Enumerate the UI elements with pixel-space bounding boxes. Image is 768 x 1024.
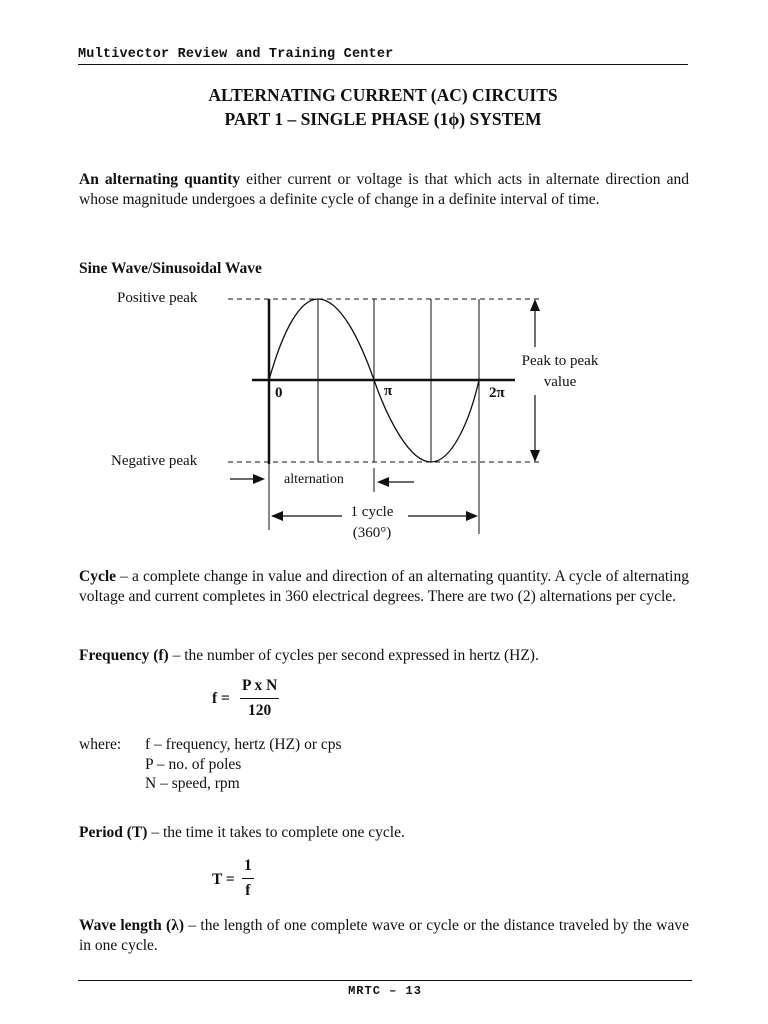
frequency-formula-lhs: f = (212, 690, 230, 707)
frequency-numerator: P x N (240, 677, 279, 699)
period-text: – the time it takes to complete one cycle. (147, 824, 405, 841)
cycle-text: – a complete change in value and direction of an alternating quantity. A cycle of alternating voltage and current completes in 360 electrical degrees. There are two (2) alternations per cycle. (79, 568, 689, 605)
period-denominator: f (245, 882, 251, 899)
page-title: ALTERNATING CURRENT (AC) CIRCUITS (208, 85, 558, 105)
where-label: where: (79, 736, 122, 753)
page-header: Multivector Review and Training Center (78, 47, 688, 65)
where-item: P – no. of poles (145, 755, 242, 773)
wavelength-text: – the length of one complete wave or cycle or the distance traveled by the wave in one cycle. (79, 917, 689, 954)
where-item: N – speed, rpm (145, 775, 240, 792)
peak-to-peak-label (510, 351, 610, 393)
frequency-formula-fraction (240, 677, 279, 720)
period-paragraph (79, 823, 689, 843)
intro-text: either current or voltage is that which acts in alternate direction and whose magnitude undergoes a definite cycle of change in a definite interval of time. (79, 171, 690, 208)
frequency-text: – the number of cycles per second expressed in hertz (HZ). (168, 647, 539, 664)
alternation-label: alternation (284, 472, 344, 487)
period-numerator: 1 (242, 857, 254, 879)
period-term: Period (T) (79, 824, 148, 841)
two-pi-label: 2π (489, 385, 505, 401)
page-subtitle: PART 1 – SINGLE PHASE (1ϕ) SYSTEM (224, 109, 542, 129)
cycle-paragraph (79, 567, 689, 606)
peak-to-peak-line1: Peak to peak (521, 353, 599, 369)
period-formula-lhs: T = (212, 871, 235, 888)
intro-term: An alternating quantity (79, 171, 241, 188)
cycle-term: Cycle (79, 568, 117, 585)
frequency-denominator: 120 (248, 702, 272, 719)
cycle-label-line1: 1 cycle (350, 504, 394, 520)
frequency-paragraph (79, 646, 689, 666)
frequency-term: Frequency (f) (79, 647, 169, 664)
cycle-label (322, 502, 422, 544)
where-item: f – frequency, hertz (HZ) or cps (145, 736, 342, 753)
cycle-label-line2: (360°) (352, 525, 392, 541)
pi-label: π (384, 383, 393, 399)
sine-heading: Sine Wave/Sinusoidal Wave (79, 260, 262, 277)
peak-to-peak-line2: value (543, 374, 577, 390)
positive-peak-label: Positive peak (117, 290, 198, 306)
wavelength-paragraph (79, 916, 689, 955)
page-footer: MRTC – 13 (78, 980, 692, 998)
wavelength-term: Wave length (λ) (79, 917, 184, 934)
where-list (79, 735, 342, 794)
period-formula-fraction (242, 857, 254, 900)
zero-label: 0 (275, 385, 283, 401)
negative-peak-label: Negative peak (111, 453, 198, 469)
